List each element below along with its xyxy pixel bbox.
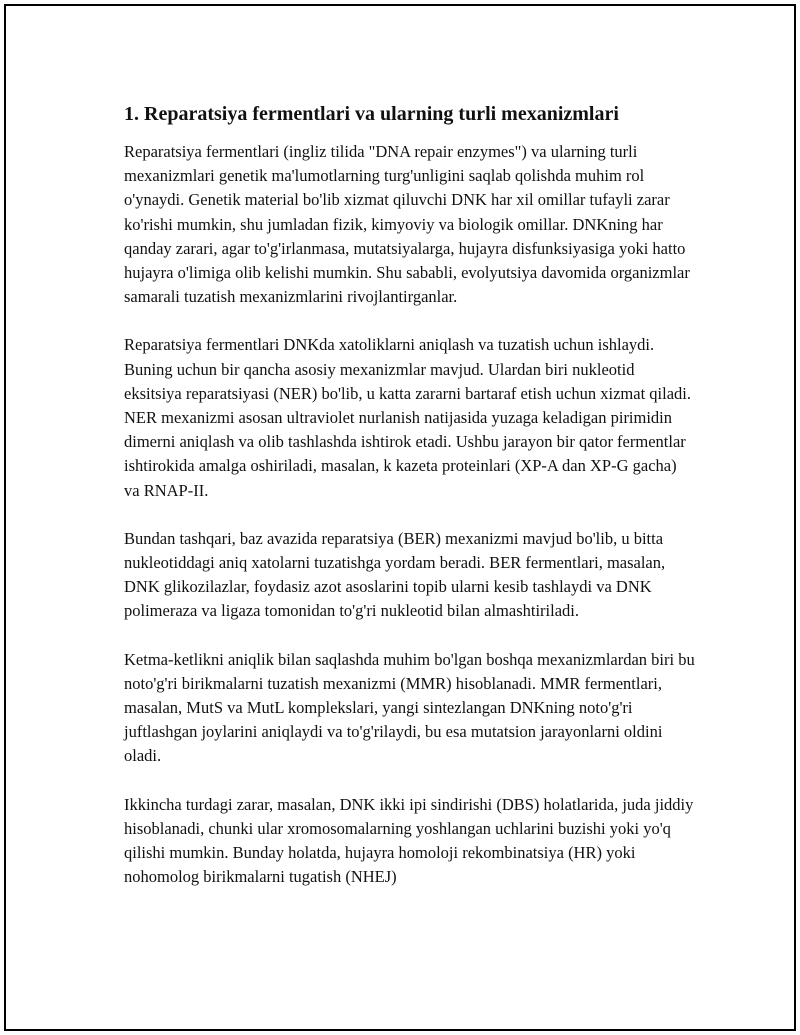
paragraph-2: Reparatsiya fermentlari DNKda xatoliklarni aniqlash va tuzatish uchun ishlaydi. Buning uchun bir qancha asosiy mexanizmlar mavjud. Ulardan biri nukleotid eksitsiya reparatsiyasi (NER) bo'lib, u katta zararni bartaraf etish uchun xizmat qiladi. NER mexanizmi asosan ultraviolet nurlanish natijasida yuzaga keladigan pirimidin dimerni aniqlash va olib tashlashda ishtirok etadi. Ushbu jarayon bir qator fermentlar ishtirokida amalga oshiriladi, masalan, k kazeta proteinlari (XP-A dan XP-G gacha) va RNAP-II. [124, 335, 691, 500]
page-frame [4, 4, 796, 1031]
paragraph-4: Ketma-ketlikni aniqlik bilan saqlashda muhim bo'lgan boshqa mexanizmlardan biri bu noto'g'ri birikmalarni tuzatish mexanizmi (MMR) hisoblanadi. MMR fermentlari, masalan, MutS va MutL komplekslari, yangi sintezlangan DNKning noto'g'ri juftlashgan joylarini aniqlaydi va to'g'rilaydi, bu esa mutatsion jarayonlarni oldini oladi. [124, 649, 695, 766]
section-heading: 1. Reparatsiya fermentlari va ularning turli mexanizmlari [124, 103, 619, 125]
document-body [124, 101, 696, 913]
paragraph-3: Bundan tashqari, baz avazida reparatsiya (BER) mexanizmi mavjud bo'lib, u bitta nukleotiddagi aniq xatolarni tuzatishga yordam beradi. BER fermentlari, masalan, DNK glikozilazlar, foydasiz azot asoslarini topib ularni kesib tashlaydi va DNK polimeraza va ligaza tomonidan to'g'ri nukleotid bilan almashtiriladi. [124, 528, 666, 621]
paragraph-1: Reparatsiya fermentlari (ingliz tilida "DNA repair enzymes") va ularning turli mexanizmlari genetik ma'lumotlarning turg'unligini saqlab qolishda muhim rol o'ynaydi. Genetik material bo'lib xizmat qiluvchi DNK har xil omillar tufayli zarar ko'rishi mumkin, shu jumladan fizik, kimyoviy va biologik omillar. DNKning har qanday zarari, agar to'g'irlanmasa, mutatsiyalarga, hujayra disfunksiyasiga yoki hatto hujayra o'limiga olib kelishi mumkin. Shu sababli, evolyutsiya davomida organizmlar samarali tuzatish mexanizmlarini rivojlantirganlar. [124, 142, 690, 307]
paragraph-5: Ikkincha turdagi zarar, masalan, DNK ikki ipi sindirishi (DBS) holatlarida, juda jiddiy hisoblanadi, chunki ular xromosomalarning yoshlangan uchlarini buzishi yoki yo'q qilishi mumkin. Bunday holatda, hujayra homoloji rekombinatsiya (HR) yoki nohomolog birikmalarni tugatish (NHEJ) [124, 794, 694, 887]
